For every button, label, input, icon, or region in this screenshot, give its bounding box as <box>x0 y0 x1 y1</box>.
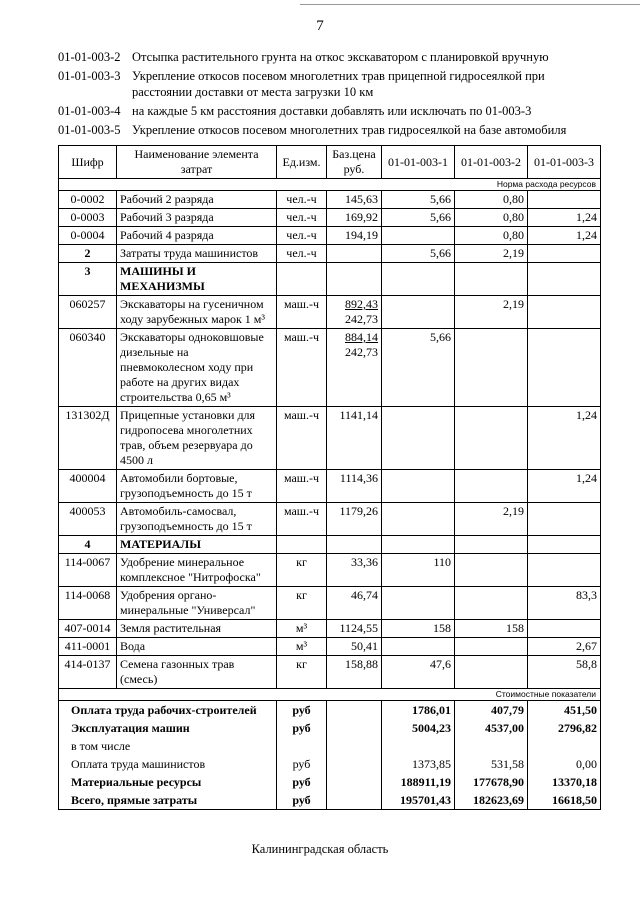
code-text: Отсыпка растительного грунта на откос экскаватором с планировкой вручную <box>132 50 549 64</box>
row-name: Рабочий 4 разряда <box>117 227 277 245</box>
row-value-003-3: 1,24 <box>528 407 601 470</box>
row-value-003-1: 110 <box>382 554 455 587</box>
summary-label: в том числе <box>59 737 277 755</box>
row-value-003-3: 1,24 <box>528 227 601 245</box>
summary-row <box>59 719 601 737</box>
row-code: 2 <box>59 245 117 263</box>
summary-value-003-1: 5004,23 <box>382 719 455 737</box>
summary-value-003-2: 407,79 <box>455 701 528 720</box>
table-row <box>59 296 601 329</box>
table-header-row <box>59 146 601 179</box>
summary-row <box>59 737 601 755</box>
table-row <box>59 470 601 503</box>
row-code: 414-0137 <box>59 656 117 689</box>
row-unit: кг <box>277 656 327 689</box>
row-code: 114-0068 <box>59 587 117 620</box>
row-price <box>327 191 382 209</box>
row-value-003-3 <box>528 503 601 536</box>
row-price <box>327 656 382 689</box>
row-price <box>327 329 382 407</box>
price-value: 46,74 <box>351 588 378 602</box>
summary-unit: руб <box>277 791 327 810</box>
price-value: 884,14 <box>345 330 378 344</box>
price-value: 1114,36 <box>339 471 378 485</box>
row-value-003-1 <box>382 407 455 470</box>
row-value-003-1 <box>382 587 455 620</box>
top-edge-line <box>300 4 640 5</box>
row-value-003-1 <box>382 296 455 329</box>
summary-label: Оплата труда машинистов <box>59 755 277 773</box>
row-value-003-3 <box>528 554 601 587</box>
code-descriptions <box>58 49 598 141</box>
header-cell: 01-01-003-1 <box>382 146 455 179</box>
summary-unit: руб <box>277 773 327 791</box>
summary-value-003-3: 451,50 <box>528 701 601 720</box>
summary-blank <box>327 755 382 773</box>
row-price <box>327 620 382 638</box>
row-unit: кг <box>277 554 327 587</box>
row-unit <box>277 536 327 554</box>
summary-value-003-1: 188911,19 <box>382 773 455 791</box>
row-unit: кг <box>277 587 327 620</box>
row-value-003-1: 5,66 <box>382 329 455 407</box>
row-price <box>327 227 382 245</box>
row-name: Автомобили бортовые, грузоподъемность до 15 т <box>117 470 277 503</box>
row-value-003-2 <box>455 329 528 407</box>
band-row <box>59 689 601 701</box>
band-resources-label: Норма расхода ресурсов <box>59 179 601 191</box>
row-code: 4 <box>59 536 117 554</box>
row-value-003-1: 158 <box>382 620 455 638</box>
code-text: на каждые 5 км расстояния доставки добавлять или исключать по 01-003-3 <box>132 104 532 118</box>
row-value-003-1 <box>382 263 455 296</box>
row-name: Затраты труда машинистов <box>117 245 277 263</box>
row-unit: м³ <box>277 620 327 638</box>
summary-row <box>59 791 601 810</box>
row-name: Удобрения органо-минеральные "Универсал" <box>117 587 277 620</box>
row-code: 407-0014 <box>59 620 117 638</box>
summary-value-003-2: 177678,90 <box>455 773 528 791</box>
summary-value-003-3: 0,00 <box>528 755 601 773</box>
row-value-003-2 <box>455 656 528 689</box>
row-value-003-2: 0,80 <box>455 209 528 227</box>
row-unit: маш.-ч <box>277 296 327 329</box>
code-description-row <box>58 49 598 65</box>
table-row <box>59 227 601 245</box>
region-footer: Калининградская область <box>251 842 389 856</box>
row-value-003-3: 1,24 <box>528 209 601 227</box>
summary-unit: руб <box>277 755 327 773</box>
summary-label: Материальные ресурсы <box>59 773 277 791</box>
row-value-003-3 <box>528 329 601 407</box>
row-name: Рабочий 2 разряда <box>117 191 277 209</box>
row-value-003-2: 158 <box>455 620 528 638</box>
summary-blank <box>327 773 382 791</box>
row-price <box>327 503 382 536</box>
row-code: 0-0003 <box>59 209 117 227</box>
header-cell: Шифр <box>59 146 117 179</box>
price-value: 1179,26 <box>339 504 378 518</box>
row-value-003-2 <box>455 638 528 656</box>
table-row <box>59 329 601 407</box>
row-name: Экскаваторы одноковшовые дизельные на пневмоколесном ходу при работе на других видах строительства 0,65 м³ <box>117 329 277 407</box>
summary-unit: руб <box>277 701 327 720</box>
band-costs-label: Стоимостные показатели <box>59 689 601 701</box>
summary-value-003-2: 531,58 <box>455 755 528 773</box>
summary-blank <box>327 719 382 737</box>
row-value-003-3 <box>528 620 601 638</box>
price-value: 158,88 <box>345 657 378 671</box>
row-unit: чел.-ч <box>277 245 327 263</box>
row-code: 060257 <box>59 296 117 329</box>
price-value: 50,41 <box>351 639 378 653</box>
row-value-003-3: 2,67 <box>528 638 601 656</box>
summary-value-003-3: 13370,18 <box>528 773 601 791</box>
table-row <box>59 245 601 263</box>
table-row <box>59 554 601 587</box>
price-value-secondary: 242,73 <box>345 312 378 326</box>
row-code: 3 <box>59 263 117 296</box>
row-name: МАТЕРИАЛЫ <box>117 536 277 554</box>
price-value-secondary: 242,73 <box>345 345 378 359</box>
row-value-003-2: 0,80 <box>455 227 528 245</box>
price-value: 1141,14 <box>339 408 378 422</box>
summary-value-003-1 <box>382 737 455 755</box>
code-description-row <box>58 103 598 119</box>
row-value-003-3 <box>528 536 601 554</box>
summary-value-003-1: 1786,01 <box>382 701 455 720</box>
row-name: Земля растительная <box>117 620 277 638</box>
header-cell: Баз.цена руб. <box>327 146 382 179</box>
summary-label: Оплата труда рабочих-строителей <box>59 701 277 720</box>
row-value-003-3 <box>528 245 601 263</box>
summary-blank <box>327 701 382 720</box>
row-price <box>327 263 382 296</box>
table-row <box>59 209 601 227</box>
summary-row <box>59 773 601 791</box>
row-name: Автомобиль-самосвал, грузоподъемность до 15 т <box>117 503 277 536</box>
row-name: МАШИНЫ И МЕХАНИЗМЫ <box>117 263 277 296</box>
row-value-003-2: 2,19 <box>455 245 528 263</box>
row-name: Экскаваторы на гусеничном ходу зарубежных марок 1 м³ <box>117 296 277 329</box>
row-value-003-3: 1,24 <box>528 470 601 503</box>
row-unit: чел.-ч <box>277 191 327 209</box>
table-row <box>59 656 601 689</box>
row-name: Вода <box>117 638 277 656</box>
row-code: 0-0002 <box>59 191 117 209</box>
row-code: 400053 <box>59 503 117 536</box>
header-cell: 01-01-003-3 <box>528 146 601 179</box>
row-price <box>327 638 382 656</box>
code-description-row <box>58 68 598 100</box>
row-value-003-3 <box>528 191 601 209</box>
code-id: 01-01-003-2 <box>58 50 121 64</box>
price-value: 145,63 <box>345 192 378 206</box>
page-number: 7 <box>316 18 324 34</box>
row-price <box>327 407 382 470</box>
row-value-003-2 <box>455 554 528 587</box>
row-unit <box>277 263 327 296</box>
summary-value-003-3: 16618,50 <box>528 791 601 810</box>
row-value-003-1 <box>382 470 455 503</box>
row-unit: чел.-ч <box>277 209 327 227</box>
row-name: Рабочий 3 разряда <box>117 209 277 227</box>
price-value: 1124,55 <box>339 621 378 635</box>
summary-row <box>59 755 601 773</box>
row-value-003-1 <box>382 503 455 536</box>
row-name: Семена газонных трав (смесь) <box>117 656 277 689</box>
row-value-003-3 <box>528 296 601 329</box>
header-cell: Наименование элемента затрат <box>117 146 277 179</box>
row-value-003-3 <box>528 263 601 296</box>
row-value-003-1: 47,6 <box>382 656 455 689</box>
summary-label: Всего, прямые затраты <box>59 791 277 810</box>
row-code: 060340 <box>59 329 117 407</box>
row-value-003-1: 5,66 <box>382 245 455 263</box>
row-unit: маш.-ч <box>277 503 327 536</box>
row-value-003-2: 2,19 <box>455 296 528 329</box>
header-cell: Ед.изм. <box>277 146 327 179</box>
row-code: 0-0004 <box>59 227 117 245</box>
row-value-003-1: 5,66 <box>382 209 455 227</box>
band-row <box>59 179 601 191</box>
resource-table <box>58 145 600 810</box>
table-row <box>59 620 601 638</box>
table-row <box>59 407 601 470</box>
summary-value-003-1: 1373,85 <box>382 755 455 773</box>
row-unit: маш.-ч <box>277 407 327 470</box>
row-price <box>327 587 382 620</box>
price-value: 194,19 <box>345 228 378 242</box>
row-value-003-2 <box>455 536 528 554</box>
row-value-003-3: 83,3 <box>528 587 601 620</box>
summary-value-003-2: 4537,00 <box>455 719 528 737</box>
code-text: Укрепление откосов посевом многолетних трав прицепной гидросеялкой при расстоянии доставки от места загрузки 10 км <box>132 69 545 99</box>
row-code: 411-0001 <box>59 638 117 656</box>
row-name: Прицепные установки для гидропосева многолетних трав, объем резервуара до 4500 л <box>117 407 277 470</box>
row-unit: маш.-ч <box>277 329 327 407</box>
row-code: 131302Д <box>59 407 117 470</box>
row-code: 114-0067 <box>59 554 117 587</box>
price-value: 169,92 <box>345 210 378 224</box>
table-row <box>59 191 601 209</box>
row-unit: м³ <box>277 638 327 656</box>
summary-value-003-3 <box>528 737 601 755</box>
price-value: 33,36 <box>351 555 378 569</box>
code-description-row <box>58 122 598 138</box>
row-value-003-1 <box>382 536 455 554</box>
summary-value-003-2: 182623,69 <box>455 791 528 810</box>
summary-blank <box>327 791 382 810</box>
summary-label: Эксплуатация машин <box>59 719 277 737</box>
code-id: 01-01-003-3 <box>58 69 121 83</box>
table-row <box>59 587 601 620</box>
summary-value-003-3: 2796,82 <box>528 719 601 737</box>
row-price <box>327 536 382 554</box>
row-value-003-2: 2,19 <box>455 503 528 536</box>
row-code: 400004 <box>59 470 117 503</box>
row-value-003-1: 5,66 <box>382 191 455 209</box>
row-value-003-2 <box>455 263 528 296</box>
row-price <box>327 296 382 329</box>
code-id: 01-01-003-5 <box>58 123 121 137</box>
row-value-003-2 <box>455 470 528 503</box>
table-row <box>59 503 601 536</box>
table-row <box>59 536 601 554</box>
row-value-003-2: 0,80 <box>455 191 528 209</box>
summary-value-003-2 <box>455 737 528 755</box>
row-value-003-1 <box>382 227 455 245</box>
code-id: 01-01-003-4 <box>58 104 121 118</box>
header-cell: 01-01-003-2 <box>455 146 528 179</box>
row-value-003-2 <box>455 587 528 620</box>
row-value-003-1 <box>382 638 455 656</box>
row-value-003-3: 58,8 <box>528 656 601 689</box>
price-value: 892,43 <box>345 297 378 311</box>
summary-value-003-1: 195701,43 <box>382 791 455 810</box>
summary-unit: руб <box>277 719 327 737</box>
row-price <box>327 209 382 227</box>
row-value-003-2 <box>455 407 528 470</box>
row-name: Удобрение минеральное комплексное "Нитрофоска" <box>117 554 277 587</box>
summary-blank <box>327 737 382 755</box>
row-price <box>327 554 382 587</box>
row-price <box>327 470 382 503</box>
row-unit: чел.-ч <box>277 227 327 245</box>
table-row <box>59 263 601 296</box>
row-unit: маш.-ч <box>277 470 327 503</box>
code-text: Укрепление откосов посевом многолетних трав гидросеялкой на базе автомобиля <box>132 123 567 137</box>
summary-unit <box>277 737 327 755</box>
summary-row <box>59 701 601 720</box>
row-price <box>327 245 382 263</box>
table-row <box>59 638 601 656</box>
